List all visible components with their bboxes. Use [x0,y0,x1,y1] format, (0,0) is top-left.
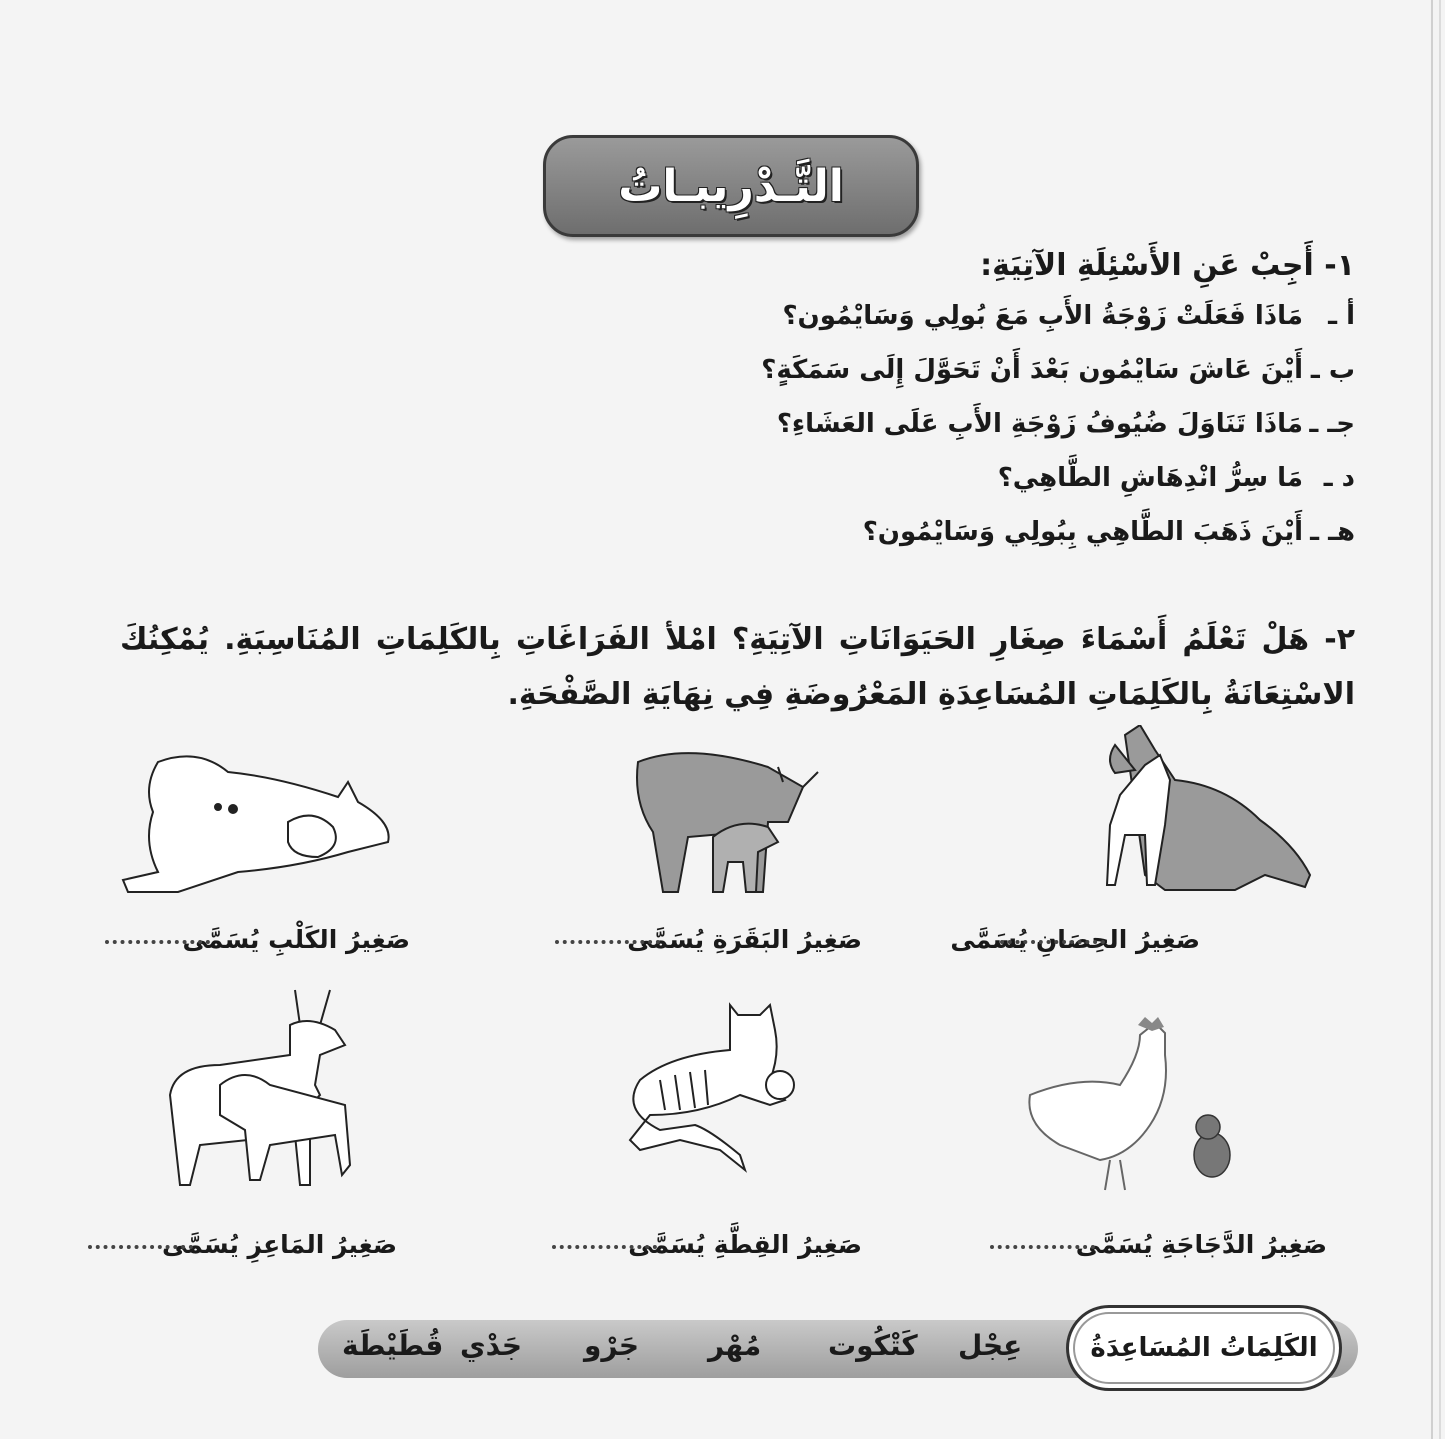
item-letter: جـ ـ [1309,409,1355,439]
dog-illustration [118,752,398,912]
hen-illustration [1020,1015,1235,1195]
question-1-heading: ١- أَجِبْ عَنِ الأَسْئِلَةِ الآتِيَةِ: [980,248,1355,283]
helper-word: قُطَيْطَة [342,1329,444,1362]
question-item-e [355,517,1355,571]
caption-hen: صَغِيرُ الدَّجَاجَةِ يُسَمَّى [1075,1230,1327,1259]
helper-label: الكَلِمَاتُ المُسَاعِدَةُ [1090,1333,1318,1363]
goat-illustration [160,985,360,1195]
page-edge [1431,0,1433,1439]
caption-horse: صَغِيرُ الحِصَانِ يُسَمَّى [950,925,1200,954]
caption-cat: صَغِيرُ القِطَّةِ يُسَمَّى [628,1230,862,1259]
helper-words-label-cloud [1066,1305,1342,1391]
caption-dog: صَغِيرُ الكَلْبِ يُسَمَّى [182,925,410,954]
cat-illustration [620,1000,800,1175]
question-item-c [355,409,1355,463]
item-text: مَا سِرُّ انْدِهَاشِ الطَّاهِي؟ [997,463,1303,493]
helper-word: كَتْكُوت [828,1329,918,1362]
question-item-d [355,463,1355,517]
item-text: أَيْنَ عَاشَ سَايْمُون بَعْدَ أَنْ تَحَوَّلَ إِلَى سَمَكَةٍ؟ [761,355,1303,385]
item-letter: هـ ـ [1310,517,1355,547]
caption-goat: صَغِيرُ المَاعِزِ يُسَمَّى [161,1230,397,1259]
item-text: أَيْنَ ذَهَبَ الطَّاهِي بِبُولِي وَسَايْمُون؟ [862,517,1303,547]
question-2: ٢- هَلْ تَعْلَمُ أَسْمَاءَ صِغَارِ الحَيَوَانَاتِ الآتِيَةِ؟ امْلأ الفَرَاغَاتِ بِالكَلِمَاتِ المُنَاسِبَةِ. يُمْكِنُكَ الاسْتِعَانَةُ بِالكَلِمَاتِ المُسَاعِدَةِ المَعْرُوضَةِ فِي نِهَايَةِ الصَّفْحَةِ. [120,622,1355,712]
question-1-list [355,301,1355,571]
item-text: مَاذَا فَعَلَتْ زَوْجَةُ الأَبِ مَعَ بُولِي وَسَايْمُون؟ [782,301,1303,331]
item-letter: أ ـ [1328,301,1355,331]
question-item-b [355,355,1355,409]
item-letter: د ـ [1323,463,1355,493]
answer-blank-cow[interactable] [555,940,660,944]
horse-illustration [1085,725,1320,900]
helper-word: مُهْر [708,1329,762,1362]
item-text: مَاذَا تَنَاوَلَ ضُيُوفُ زَوْجَةِ الأَبِ عَلَى العَشَاءِ؟ [776,409,1303,439]
caption-cow: صَغِيرُ البَقَرَةِ يُسَمَّى [627,925,862,954]
question-item-a [355,301,1355,355]
answer-blank-hen[interactable] [990,1245,1095,1249]
title-banner [543,135,919,237]
cow-illustration [628,742,828,897]
answer-blank-cat[interactable] [552,1245,657,1249]
item-letter: ب ـ [1310,355,1355,385]
answer-blank-horse[interactable] [1000,940,1105,944]
page-edge-inner [1439,0,1441,1439]
helper-word: جَدْي [460,1329,523,1362]
page-title: التَّـدْرِيبـاتُ [618,160,844,212]
question-1 [355,248,1355,571]
helper-words [330,1325,1050,1373]
answer-blank-dog[interactable] [105,940,210,944]
answer-blank-goat[interactable] [88,1245,193,1249]
helper-word: جَرْو [584,1329,640,1362]
helper-word: عِجْل [958,1329,1023,1362]
